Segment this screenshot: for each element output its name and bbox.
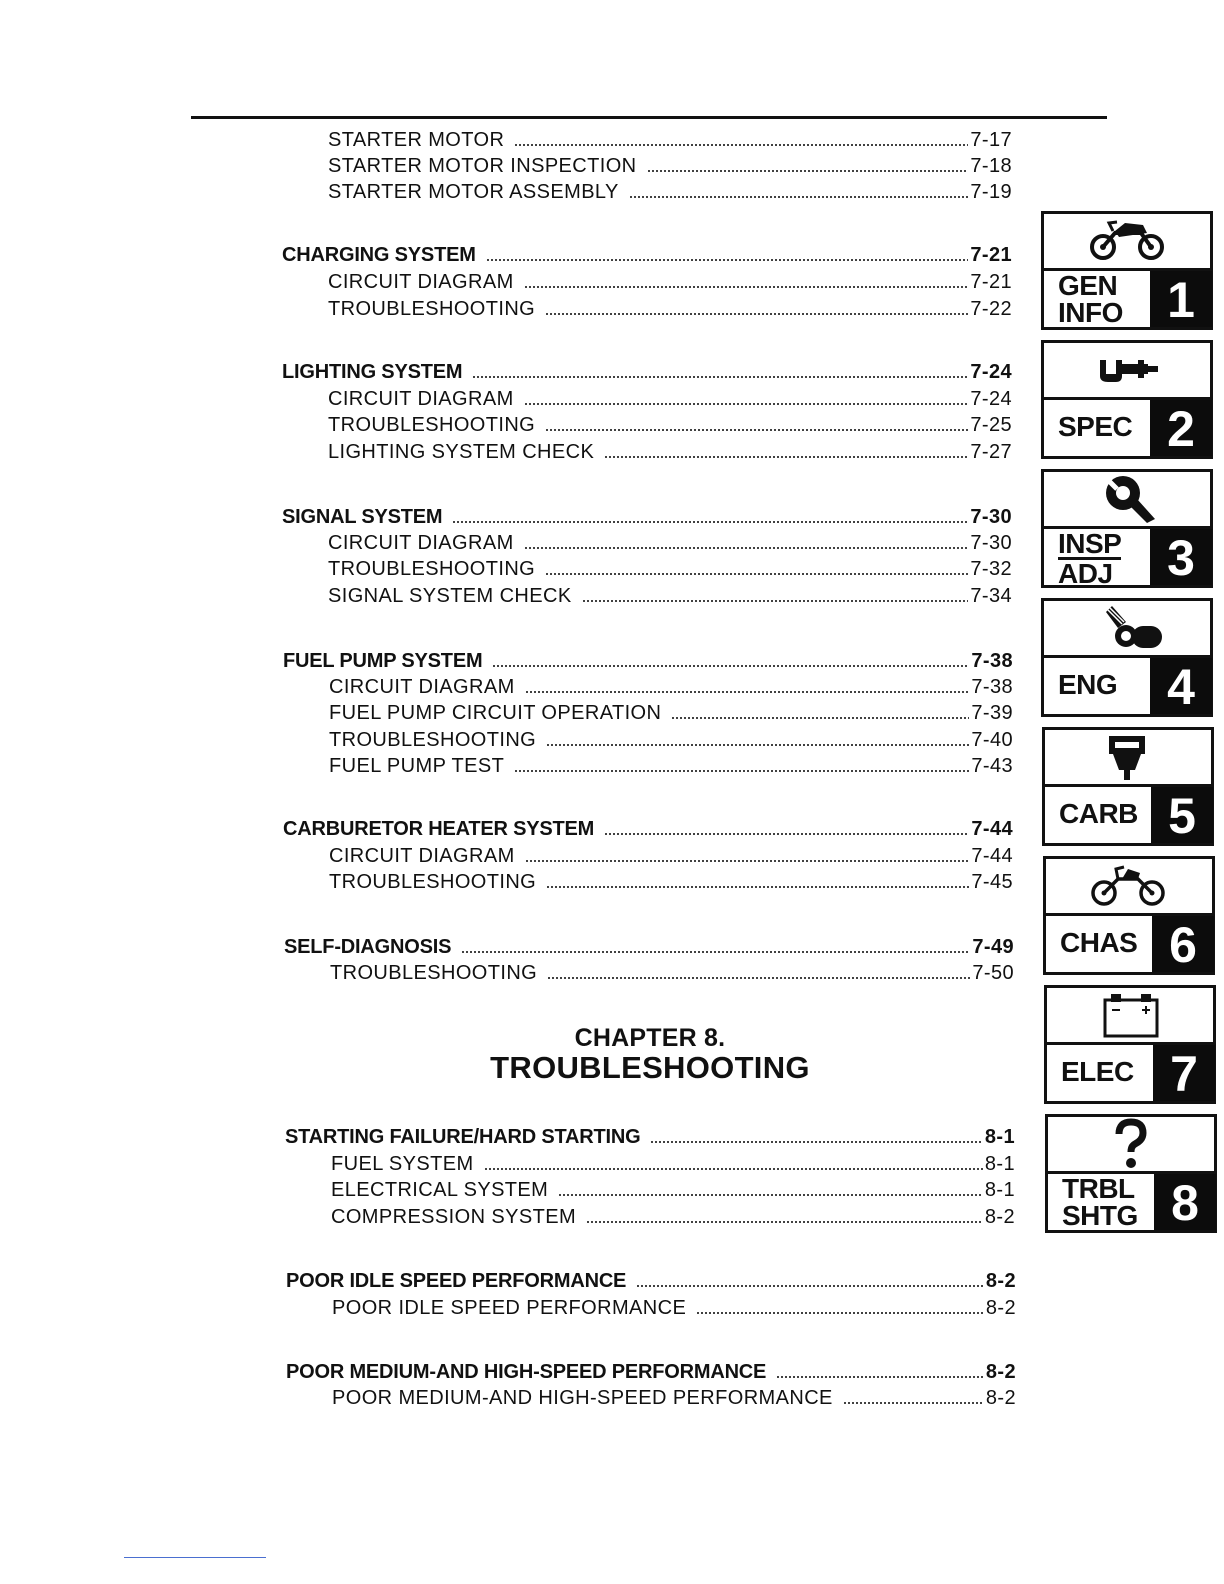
chapter-tab-1[interactable] (1041, 211, 1219, 333)
toc-entry-page: 8-1 (984, 1126, 1015, 1148)
dot-leader (486, 259, 969, 261)
tab-label: CHAS (1060, 927, 1138, 958)
toc-entry-page: 7-18 (970, 155, 1012, 177)
tab-label: GEN INFO (1058, 270, 1123, 328)
toc-entry-label: POOR IDLE SPEED PERFORMANCE (286, 1270, 627, 1292)
battery-icon (1044, 985, 1216, 1042)
dot-leader (586, 1221, 983, 1223)
footnote-rule (124, 1557, 266, 1558)
tab-number: 8 (1154, 1174, 1216, 1230)
toc-entry-page: 7-22 (970, 298, 1012, 320)
question-mark-icon (1045, 1114, 1217, 1171)
dot-leader (514, 144, 968, 146)
toc-entry-label: LIGHTING SYSTEM CHECK (328, 441, 595, 463)
toc-entry[interactable] (332, 1386, 1016, 1410)
toc-entry-page: 8-2 (985, 1297, 1016, 1319)
toc-entry-label: STARTER MOTOR (328, 129, 505, 151)
dot-leader (636, 1285, 984, 1287)
toc-section-heading[interactable] (282, 360, 1012, 384)
toc-entry[interactable] (331, 1178, 1015, 1202)
toc-entry[interactable] (331, 1152, 1015, 1176)
toc-entry-label: FUEL SYSTEM (331, 1153, 474, 1175)
toc-entry-page: 7-24 (970, 388, 1012, 410)
chapter-tab-4[interactable] (1041, 598, 1219, 720)
toc-entry-label: TROUBLESHOOTING (328, 414, 536, 436)
toc-entry-page: 7-43 (971, 755, 1013, 777)
toc-entry-label: CIRCUIT DIAGRAM (328, 271, 514, 293)
chapter-tab-8[interactable] (1045, 1114, 1223, 1236)
toc-entry-label: CARBURETOR HEATER SYSTEM (283, 818, 595, 840)
toc-entry[interactable] (331, 1205, 1015, 1229)
toc-entry-label: FUEL PUMP TEST (329, 755, 505, 777)
dot-leader (604, 833, 969, 835)
tab-label: CARB (1059, 798, 1138, 829)
toc-section-heading[interactable] (286, 1360, 1016, 1384)
toc-section-heading[interactable] (283, 817, 1013, 841)
toc-section-heading[interactable] (284, 935, 1014, 959)
toc-entry-page: 7-30 (970, 532, 1012, 554)
dot-leader (671, 717, 969, 719)
toc-section-heading[interactable] (282, 243, 1012, 267)
dot-leader (696, 1312, 984, 1314)
toc-entry-page: 7-34 (970, 585, 1012, 607)
spark-plug-icon (1041, 598, 1213, 655)
toc-entry[interactable] (329, 728, 1013, 752)
toc-entry[interactable] (328, 387, 1012, 411)
dot-leader (647, 170, 969, 172)
toc-entry-page: 7-49 (972, 936, 1014, 958)
toc-entry-page: 8-2 (985, 1270, 1016, 1292)
toc-entry-label: POOR MEDIUM-AND HIGH-SPEED PERFORMANCE (286, 1361, 767, 1383)
toc-entry-label: STARTER MOTOR INSPECTION (328, 155, 637, 177)
toc-entry-page: 7-30 (970, 506, 1012, 528)
toc-entry-label: STARTING FAILURE/HARD STARTING (285, 1126, 641, 1148)
toc-entry-label: TROUBLESHOOTING (329, 729, 537, 751)
dot-leader (843, 1402, 984, 1404)
toc-section-heading[interactable] (283, 649, 1013, 673)
dot-leader (545, 313, 968, 315)
dot-leader (547, 977, 970, 979)
toc-entry[interactable] (328, 180, 1012, 204)
carburetor-icon (1042, 727, 1214, 784)
chapter-title: TROUBLESHOOTING (490, 1050, 810, 1085)
dot-leader (629, 196, 969, 198)
dot-leader (484, 1168, 983, 1170)
toc-section-heading[interactable] (285, 1125, 1015, 1149)
toc-entry-page: 7-44 (971, 845, 1013, 867)
toc-entry-page: 8-1 (984, 1179, 1015, 1201)
toc-entry-page: 7-44 (971, 818, 1013, 840)
tab-number: 2 (1150, 400, 1212, 456)
dot-leader (525, 860, 970, 862)
toc-entry-page: 7-19 (970, 181, 1012, 203)
toc-entry[interactable] (329, 754, 1013, 778)
toc-entry-label: CIRCUIT DIAGRAM (328, 388, 514, 410)
toc-entry-page: 7-17 (970, 129, 1012, 151)
tab-number: 5 (1151, 787, 1213, 843)
toc-entry-page: 8-2 (985, 1387, 1016, 1409)
toc-entry-page: 7-50 (972, 962, 1014, 984)
dot-leader (452, 521, 968, 523)
dot-leader (604, 456, 968, 458)
toc-entry-label: SELF-DIAGNOSIS (284, 936, 452, 958)
toc-section-heading[interactable] (282, 505, 1012, 529)
toc-entry-page: 7-24 (970, 361, 1012, 383)
toc-entry-page: 7-38 (971, 676, 1013, 698)
chapter-tab-6[interactable] (1043, 856, 1221, 978)
tab-label: TRBL SHTG (1062, 1173, 1138, 1231)
tab-number: 7 (1153, 1045, 1215, 1101)
toc-entry[interactable] (329, 870, 1013, 894)
toc-entry[interactable] (328, 440, 1012, 464)
toc-entry-page: 7-40 (971, 729, 1013, 751)
toc-entry[interactable] (330, 961, 1014, 985)
toc-entry-label: TROUBLESHOOTING (328, 298, 536, 320)
dot-leader (776, 1376, 984, 1378)
tab-number: 6 (1152, 916, 1214, 972)
toc-entry-label: COMPRESSION SYSTEM (331, 1206, 577, 1228)
dot-leader (546, 744, 969, 746)
toc-entry-page: 7-32 (970, 558, 1012, 580)
toc-entry-page: 7-39 (971, 702, 1013, 724)
dot-leader (545, 573, 968, 575)
toc-entry[interactable] (329, 675, 1013, 699)
toc-entry-page: 7-27 (970, 441, 1012, 463)
motorcycle-icon (1041, 211, 1213, 268)
toc-entry-label: SIGNAL SYSTEM CHECK (328, 585, 572, 607)
wrench-key-icon (1041, 340, 1213, 397)
tab-number: 1 (1150, 271, 1212, 327)
toc-entry[interactable] (328, 154, 1012, 178)
dot-leader (582, 600, 969, 602)
toc-entry[interactable] (328, 557, 1012, 581)
toc-entry-label: POOR IDLE SPEED PERFORMANCE (332, 1297, 687, 1319)
toc-entry-label: FUEL PUMP CIRCUIT OPERATION (329, 702, 662, 724)
toc-entry[interactable] (328, 413, 1012, 437)
toc-entry-page: 7-21 (970, 244, 1012, 266)
toc-entry[interactable] (328, 531, 1012, 555)
dot-leader (492, 665, 969, 667)
toc-entry-label: SIGNAL SYSTEM (282, 506, 443, 528)
toc-entry-page: 8-1 (984, 1153, 1015, 1175)
dot-leader (558, 1194, 983, 1196)
toc-entry-label: TROUBLESHOOTING (329, 871, 537, 893)
chapter-tab-5[interactable] (1042, 727, 1220, 849)
chapter-tab-7[interactable] (1044, 985, 1222, 1107)
chapter-number: CHAPTER 8. (574, 1024, 726, 1052)
tab-number: 4 (1150, 658, 1212, 714)
dot-leader (472, 376, 968, 378)
toc-section-heading[interactable] (286, 1269, 1016, 1293)
tab-label: ELEC (1061, 1056, 1134, 1087)
tab-label: ENG (1058, 669, 1118, 700)
toc-entry-page: 8-2 (984, 1206, 1015, 1228)
chapter-tab-3[interactable] (1041, 469, 1219, 591)
toc-entry-page: 7-45 (971, 871, 1013, 893)
tab-number: 3 (1150, 529, 1212, 585)
toc-entry-label: CIRCUIT DIAGRAM (329, 845, 515, 867)
toc-entry-page: 7-25 (970, 414, 1012, 436)
toc-entry-label: FUEL PUMP SYSTEM (283, 650, 483, 672)
toc-entry[interactable] (329, 701, 1013, 725)
dot-leader (524, 403, 969, 405)
toc-entry[interactable] (328, 128, 1012, 152)
toc-entry[interactable] (329, 844, 1013, 868)
toc-entry-page: 7-38 (971, 650, 1013, 672)
dot-leader (546, 886, 969, 888)
spanner-icon (1041, 469, 1213, 526)
toc-entry[interactable] (328, 297, 1012, 321)
tab-label: INSP ADJ (1058, 528, 1122, 589)
toc-entry-page: 7-21 (970, 271, 1012, 293)
dot-leader (514, 770, 969, 772)
dot-leader (461, 951, 970, 953)
dot-leader (524, 286, 969, 288)
tab-label: SPEC (1058, 411, 1133, 442)
toc-entry-label: CHARGING SYSTEM (282, 244, 476, 266)
toc-entry-label: CIRCUIT DIAGRAM (329, 676, 515, 698)
toc-entry-label: STARTER MOTOR ASSEMBLY (328, 181, 619, 203)
toc-entry-label: POOR MEDIUM-AND HIGH-SPEED PERFORMANCE (332, 1387, 833, 1409)
dot-leader (650, 1141, 982, 1143)
dirt-bike-icon (1043, 856, 1215, 913)
dot-leader (545, 429, 968, 431)
toc-entry[interactable] (328, 584, 1012, 608)
toc-entry[interactable] (328, 270, 1012, 294)
toc-entry-label: TROUBLESHOOTING (328, 558, 536, 580)
toc-entry[interactable] (332, 1296, 1016, 1320)
toc-entry-label: LIGHTING SYSTEM (282, 361, 463, 383)
toc-entry-page: 8-2 (985, 1361, 1016, 1383)
dot-leader (525, 691, 970, 693)
toc-entry-label: CIRCUIT DIAGRAM (328, 532, 514, 554)
toc-entry-label: TROUBLESHOOTING (330, 962, 538, 984)
dot-leader (524, 547, 969, 549)
chapter-tab-2[interactable] (1041, 340, 1219, 462)
toc-entry-label: ELECTRICAL SYSTEM (331, 1179, 549, 1201)
